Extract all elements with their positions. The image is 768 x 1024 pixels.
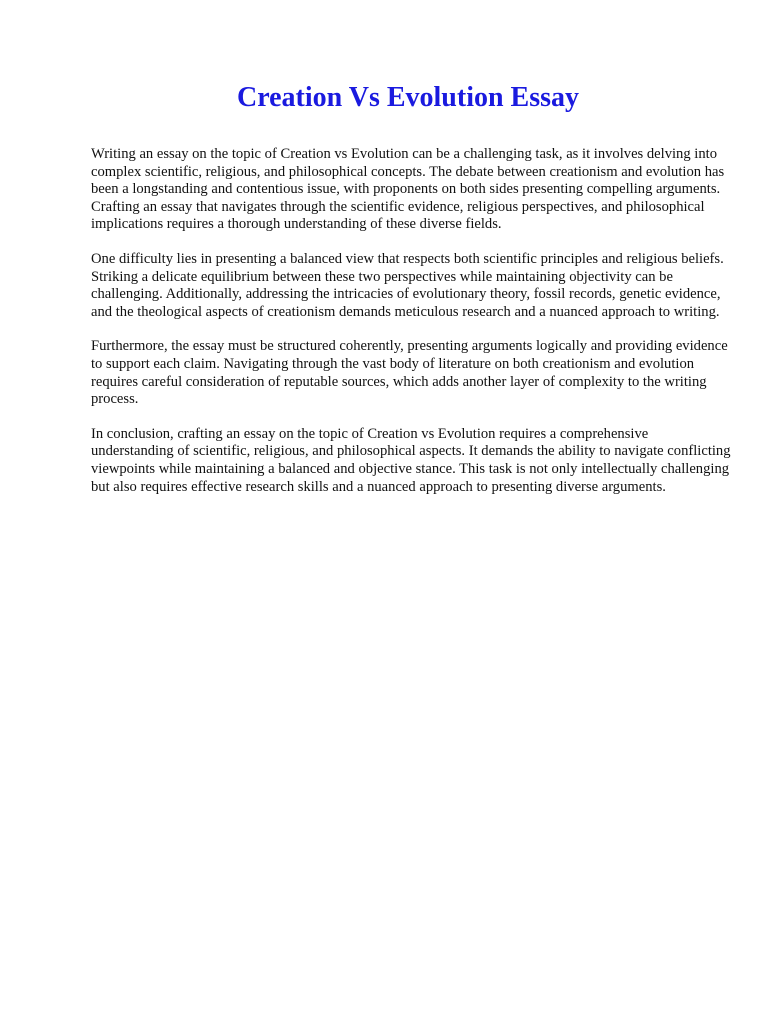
paragraph-4: In conclusion, crafting an essay on the topic of Creation vs Evolution requires a comprehensive understanding of scientific, religious, and philosophical aspects. It demands the ability to navigate conflicting viewpoints while maintaining a balanced and objective stance. This task is not only intellectually challenging but also requires effective research skills and a nuanced approach to presenting diverse arguments. <box>91 425 731 495</box>
document-body <box>91 146 731 513</box>
paragraph-3: Furthermore, the essay must be structured coherently, presenting arguments logically and providing evidence to support each claim. Navigating through the vast body of literature on both creationism and evolution requires careful consideration of reputable sources, which adds another layer of complexity to the writing process. <box>91 338 728 408</box>
paragraph-1: Writing an essay on the topic of Creation vs Evolution can be a challenging task, as it involves delving into complex scientific, religious, and philosophical concepts. The debate between creationism and evolution has been a longstanding and contentious issue, with proponents on both sides presenting compelling arguments. Crafting an essay that navigates through the scientific evidence, religious perspectives, and philosophical implications requires a thorough understanding of these diverse fields. <box>91 146 725 233</box>
paragraph-2: One difficulty lies in presenting a balanced view that respects both scientific principles and religious beliefs. Striking a delicate equilibrium between these two perspectives while maintaining objectivity can be challenging. Additionally, addressing the intricacies of evolutionary theory, fossil records, genetic evidence, and the theological aspects of creationism demands meticulous research and a nuanced approach to writing. <box>91 250 724 320</box>
document-title: Creation Vs Evolution Essay <box>236 82 580 113</box>
